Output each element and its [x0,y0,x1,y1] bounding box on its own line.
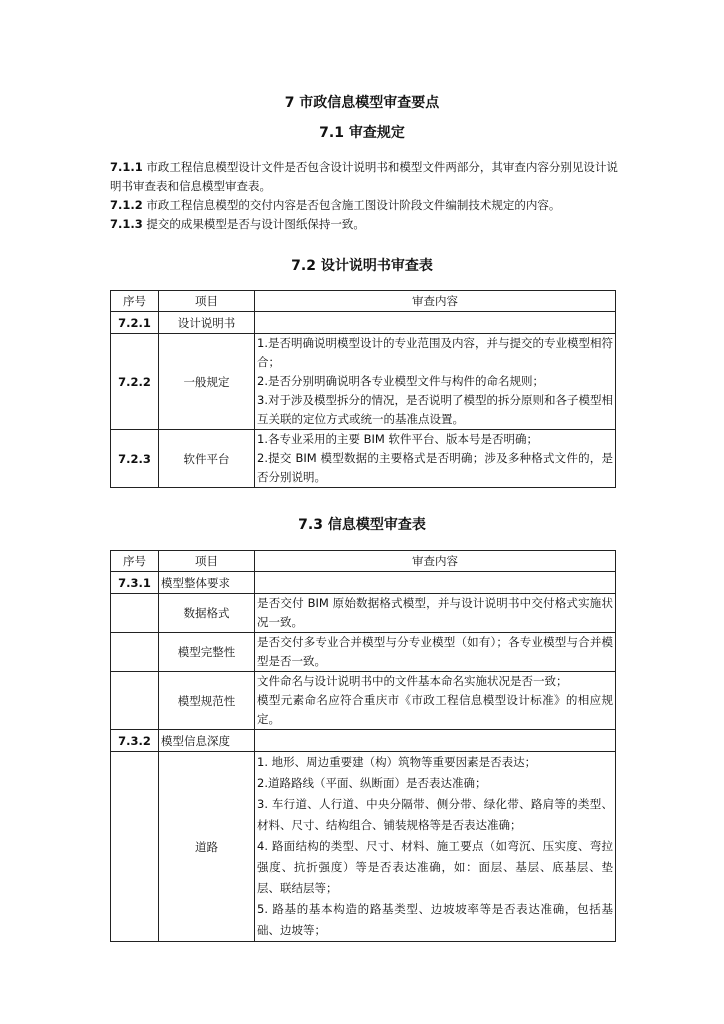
clause-7-1-1 [110,158,620,196]
table-header-row [111,551,616,572]
section-7-2-title: 7.2 设计说明书审查表 [291,258,433,274]
row-content [255,633,616,672]
content-line: 模型元素命名应符合重庆市《市政工程信息模型设计标准》的相应规定。 [257,693,613,726]
content-line: 1.是否明确说明模型设计的专业范围及内容，并与提交的专业模型相符合； [257,336,613,369]
clause-7-1-2 [110,196,620,215]
group-row [111,572,616,594]
section-7-3-title: 7.3 信息模型审查表 [298,517,426,533]
group-content [255,730,616,752]
table-row [111,594,616,633]
content-line: 是否交付 BIM 原始数据格式模型，并与设计说明书中交付格式实施状况一致。 [257,596,613,629]
group-no: 7.3.1 [111,572,159,594]
clause-number: 7.1.3 [110,217,143,231]
group-label: 模型整体要求 [159,572,255,594]
row-content [255,672,616,730]
content-line: 2.道路路线（平面、纵断面）是否表达准确； [257,776,487,790]
content-line: 4. 路面结构的类型、尺寸、材料、施工要点（如弯沉、压实度、弯拉强度、抗折强度）等是否表达准确，如：面层、基层、底基层、垫层、联结层等； [257,839,613,895]
clause-text: 提交的成果模型是否与设计图纸保持一致。 [146,217,365,231]
section-7-1-body [110,158,620,234]
group-no: 7.3.2 [111,730,159,752]
row-item: 设计说明书 [159,312,255,334]
content-line: 是否交付多专业合并模型与分专业模型（如有）；各专业模型与合并模型是否一致。 [257,635,613,668]
section-7-1-title: 7.1 审查规定 [319,125,405,141]
header-content: 审查内容 [255,291,616,312]
row-item: 软件平台 [159,430,255,488]
row-no [111,633,159,672]
chapter-title: 7 市政信息模型审查要点 [284,95,440,111]
table-row [111,430,616,488]
header-item: 项目 [159,291,255,312]
table-row [111,334,616,430]
clause-7-1-3 [110,215,620,234]
group-label: 模型信息深度 [159,730,255,752]
row-content [255,430,616,488]
header-item: 项目 [159,551,255,572]
row-item: 模型规范性 [159,672,255,730]
row-content [255,752,616,942]
table-row [111,672,616,730]
info-model-review-table [110,550,616,942]
content-line: 文件命名与设计说明书中的文件基本命名实施状况是否一致； [257,674,568,688]
content-line: 3. 车行道、人行道、中央分隔带、侧分带、绿化带、路肩等的类型、材料、尺寸、结构组合、铺装规格等是否表达准确； [257,797,613,832]
row-content [255,312,616,334]
row-item: 一般规定 [159,334,255,430]
row-item: 模型完整性 [159,633,255,672]
row-content [255,594,616,633]
table-row [111,312,616,334]
row-item: 数据格式 [159,594,255,633]
group-content [255,572,616,594]
design-spec-review-table [110,290,616,488]
content-line: 1.各专业采用的主要 BIM 软件平台、版本号是否明确； [257,432,538,446]
row-no [111,672,159,730]
header-no: 序号 [111,291,159,312]
row-no: 7.2.2 [111,334,159,430]
table-row [111,633,616,672]
table-row [111,752,616,942]
row-no [111,752,159,942]
row-no [111,594,159,633]
content-line: 5. 路基的基本构造的路基类型、边坡坡率等是否表达准确，包括基础、边坡等； [257,902,613,937]
content-line: 1. 地形、周边重要建（构）筑物等重要因素是否表达； [257,755,537,769]
row-no: 7.2.3 [111,430,159,488]
group-row [111,730,616,752]
table-header-row [111,291,616,312]
clause-number: 7.1.1 [110,160,143,174]
row-no: 7.2.1 [111,312,159,334]
content-line: 2.提交 BIM 模型数据的主要格式是否明确；涉及多种格式文件的，是否分别说明。 [257,451,613,484]
header-content: 审查内容 [255,551,616,572]
row-item: 道路 [159,752,255,942]
clause-text: 市政工程信息模型的交付内容是否包含施工图设计阶段文件编制技术规定的内容。 [146,198,561,212]
clause-text: 市政工程信息模型设计文件是否包含设计说明书和模型文件两部分，其审查内容分别见设计说明书审查表和信息模型审查表。 [110,160,618,193]
clause-number: 7.1.2 [110,198,143,212]
row-content [255,334,616,430]
content-line: 3.对于涉及模型拆分的情况，是否说明了模型的拆分原则和各子模型相互关联的定位方式或统一的基准点设置。 [257,393,613,426]
content-line: 2.是否分别明确说明各专业模型文件与构件的命名规则； [257,374,544,388]
header-no: 序号 [111,551,159,572]
